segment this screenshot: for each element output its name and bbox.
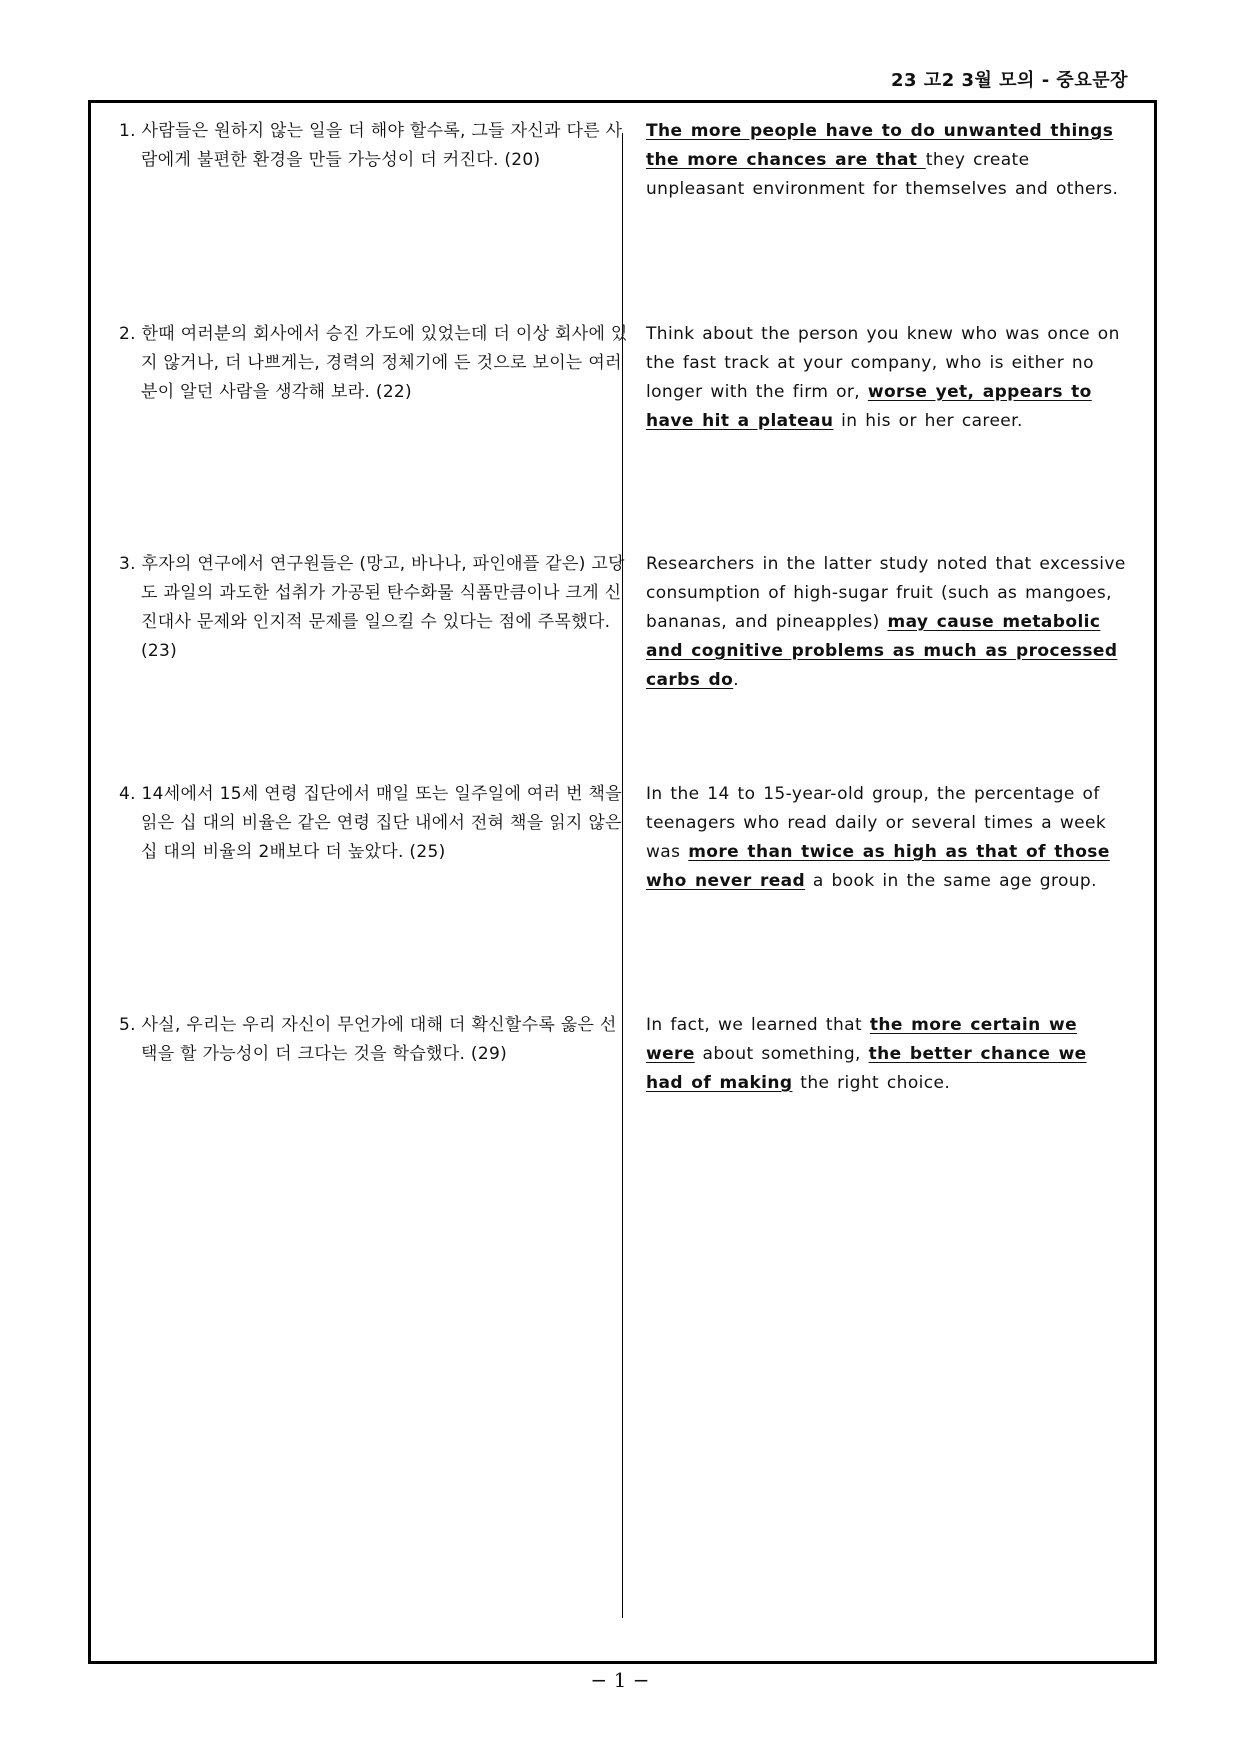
item-number: 5.	[119, 1015, 136, 1035]
document-title: 23 고2 3월 모의 - 중요문장	[890, 70, 1128, 91]
korean-translation	[119, 1011, 631, 1069]
english-text: they create unpleasant environment for themselves and others.	[646, 150, 1119, 199]
english-text: Researchers in the latter study noted that excessive consumption of high-sugar fruit (such as mangoes, bananas, and pineapples)	[646, 554, 1126, 632]
key-phrase: may cause metabolic and cognitive problems as much as processed carbs do	[646, 612, 1118, 690]
korean-translation	[119, 320, 631, 407]
english-text: Think about the person you knew who was once on the fast track at your company, who is either no longer with the firm or,	[646, 324, 1120, 402]
item-number: 2.	[119, 324, 136, 344]
key-phrase: the more certain we were	[646, 1015, 1078, 1064]
english-sentence	[646, 780, 1126, 896]
key-phrase: the better chance we had of making	[646, 1044, 1087, 1093]
key-phrase: worse yet, appears to have hit a plateau	[646, 382, 1092, 431]
english-sentence	[646, 117, 1126, 204]
english-text: in his or her career.	[833, 411, 1023, 431]
korean-text: 사실, 우리는 우리 자신이 무언가에 대해 더 확신할수록 옳은 선택을 할 가능성이 더 크다는 것을 학습했다. (29)	[141, 1015, 617, 1064]
korean-translation	[119, 117, 631, 175]
key-phrase: The more people have to do unwanted things the more chances are that	[646, 121, 1114, 170]
english-text: In the 14 to 15-year-old group, the percentage of teenagers who read daily or several times a week was	[646, 784, 1107, 862]
korean-text: 후자의 연구에서 연구원들은 (망고, 바나나, 파인애플 같은) 고당도 과일의 과도한 섭취가 가공된 탄수화물 식품만큼이나 크게 신진대사 문제와 인지적 문제를 일으킬 수 있다는 점에 주목했다. (23)	[141, 554, 625, 661]
content-frame	[88, 100, 1157, 1664]
page-number: − 1 −	[590, 1668, 650, 1692]
english-sentence	[646, 320, 1126, 436]
english-text: .	[733, 670, 739, 690]
english-sentence	[646, 1011, 1126, 1098]
korean-text: 사람들은 원하지 않는 일을 더 해야 할수록, 그들 자신과 다른 사람에게 불편한 환경을 만들 가능성이 더 커진다. (20)	[141, 121, 623, 170]
english-text: about something,	[694, 1044, 869, 1064]
english-text: the right choice.	[792, 1073, 951, 1093]
korean-translation	[119, 780, 631, 867]
korean-text: 한때 여러분의 회사에서 승진 가도에 있었는데 더 이상 회사에 있지 않거나, 더 나쁘게는, 경력의 정체기에 든 것으로 보이는 여러분이 알던 사람을 생각해 보라. (22)	[141, 324, 628, 402]
english-text: In fact, we learned that	[646, 1015, 870, 1035]
korean-translation	[119, 550, 631, 666]
item-number: 4.	[119, 784, 136, 804]
english-text: a book in the same age group.	[805, 871, 1097, 891]
item-number: 3.	[119, 554, 136, 574]
key-phrase: more than twice as high as that of those who never read	[646, 842, 1110, 891]
korean-text: 14세에서 15세 연령 집단에서 매일 또는 일주일에 여러 번 책을 읽은 십 대의 비율은 같은 연령 집단 내에서 전혀 책을 읽지 않은 십 대의 비율의 2배보다 더 높았다. (25)	[141, 784, 622, 862]
item-number: 1.	[119, 121, 136, 141]
english-sentence	[646, 550, 1126, 695]
